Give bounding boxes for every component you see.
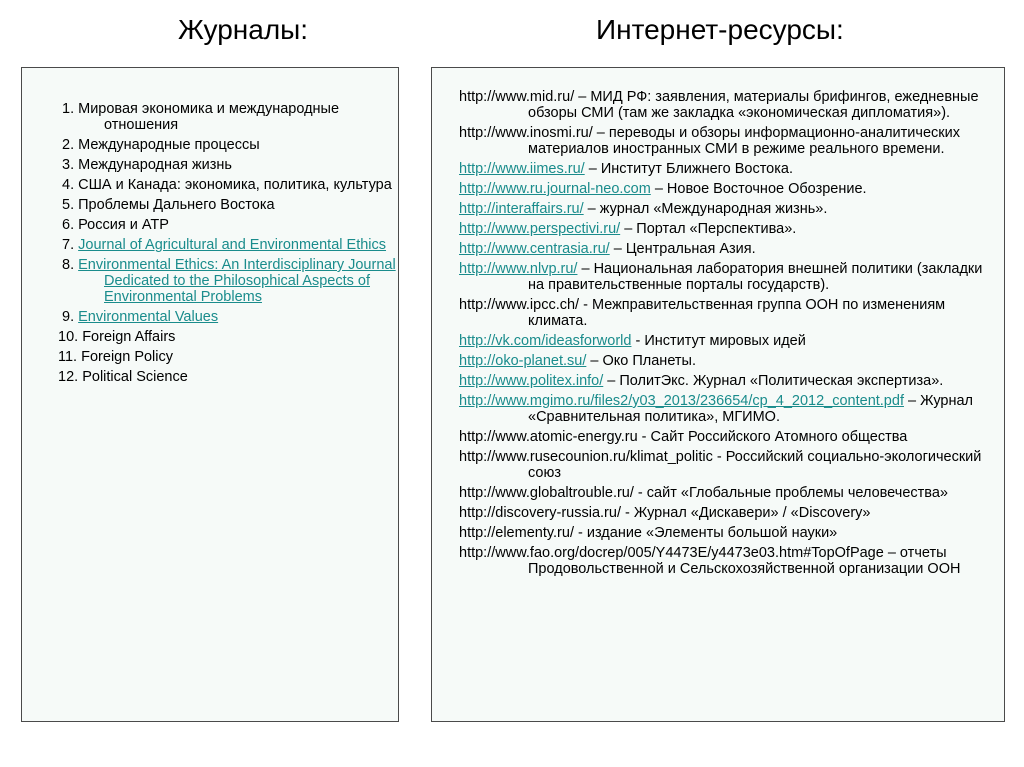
resource-item	[432, 449, 1004, 481]
resource-item	[432, 373, 1004, 389]
journal-number: 7.	[62, 237, 75, 253]
resource-item	[432, 505, 1004, 521]
resource-description: - Межправительственная группа ООН по изменениям климата.	[528, 297, 946, 329]
journal-item	[22, 369, 398, 385]
resource-description: – ПолитЭкс. Журнал «Политическая экспертиза».	[603, 373, 944, 389]
resource-link[interactable]: http://www.iimes.ru/	[459, 161, 585, 177]
resource-description: - Журнал «Дискавери» / «Discovery»	[620, 505, 871, 521]
resource-link[interactable]: http://vk.com/ideasforworld	[459, 333, 632, 349]
resource-item	[432, 393, 1004, 425]
journals-box	[21, 67, 399, 722]
resource-description: – Национальная лаборатория внешней политики (закладки на правительственные порталы государств).	[528, 261, 983, 293]
resource-url: http://www.rusecounion.ru/klimat_politic	[459, 449, 713, 465]
resource-item	[432, 545, 1004, 577]
journal-title: Международная жизнь	[78, 157, 232, 173]
resource-item	[432, 297, 1004, 329]
resource-link[interactable]: http://www.politex.info/	[459, 373, 604, 389]
journal-number: 5.	[62, 197, 75, 213]
journal-title: Международные процессы	[78, 137, 260, 153]
resource-description: – Око Планеты.	[586, 353, 696, 369]
resource-description: – Институт Ближнего Востока.	[584, 161, 793, 177]
journal-item	[22, 217, 398, 233]
resource-link[interactable]: http://interaffairs.ru/	[459, 201, 584, 217]
resource-item	[432, 125, 1004, 157]
journal-item	[22, 157, 398, 173]
journal-item	[22, 101, 398, 133]
resource-description: – переводы и обзоры информационно-аналитических материалов иностранных СМИ в режиме реального времени.	[528, 125, 960, 157]
resource-item	[432, 333, 1004, 349]
journal-link[interactable]: Environmental Values	[78, 309, 219, 325]
resource-item	[432, 261, 1004, 293]
journal-item	[22, 197, 398, 213]
resource-url: http://www.fao.org/docrep/005/Y4473E/y4473e03.htm#TopOfPage	[459, 545, 884, 561]
resource-item	[432, 89, 1004, 121]
journal-number: 6.	[62, 217, 75, 233]
resource-description: – Журнал «Сравнительная политика», МГИМО.	[528, 393, 973, 425]
journal-item	[22, 329, 398, 345]
resource-description: - сайт «Глобальные проблемы человечества»	[633, 485, 948, 501]
resource-item	[432, 221, 1004, 237]
journal-number: 9.	[62, 309, 75, 325]
journal-title: Political Science	[82, 369, 188, 385]
journal-number: 10.	[58, 329, 79, 345]
resource-link[interactable]: http://www.centrasia.ru/	[459, 241, 610, 257]
journal-number: 2.	[62, 137, 75, 153]
journal-item	[22, 349, 398, 365]
journal-title: Foreign Affairs	[82, 329, 176, 345]
resource-description: - Институт мировых идей	[631, 333, 806, 349]
journal-number: 11.	[58, 349, 78, 365]
journal-number: 4.	[62, 177, 75, 193]
journal-title: Проблемы Дальнего Востока	[78, 197, 275, 213]
resource-item	[432, 485, 1004, 501]
journal-link[interactable]: Environmental Ethics: An Interdisciplinary Journal Dedicated to the Philosophical Aspects of Environmental Problems	[78, 257, 396, 305]
journal-item	[22, 137, 398, 153]
resource-item	[432, 525, 1004, 541]
journal-number: 8.	[62, 257, 75, 273]
journals-list	[22, 68, 398, 385]
journal-number: 12.	[58, 369, 79, 385]
resource-url: http://www.atomic-energy.ru	[459, 429, 638, 445]
resources-box	[431, 67, 1005, 722]
resource-url: http://www.ipcc.ch/	[459, 297, 580, 313]
journal-title: Россия и АТР	[78, 217, 169, 233]
resource-url: http://elementy.ru/	[459, 525, 574, 541]
resource-description: – Портал «Перспектива».	[620, 221, 797, 237]
resource-description: – МИД РФ: заявления, материалы брифингов, ежедневные обзоры СМИ (там же закладка «экономическая дипломатия»).	[528, 89, 979, 121]
journal-item	[22, 177, 398, 193]
resource-link[interactable]: http://www.perspectivi.ru/	[459, 221, 621, 237]
resource-url: http://www.globaltrouble.ru/	[459, 485, 634, 501]
resource-link[interactable]: http://oko-planet.su/	[459, 353, 587, 369]
journals-heading: Журналы:	[178, 14, 309, 45]
resource-item	[432, 181, 1004, 197]
journal-item	[22, 257, 398, 305]
resource-item	[432, 161, 1004, 177]
resource-url: http://discovery-russia.ru/	[459, 505, 621, 521]
resource-description: – отчеты Продовольственной и Сельскохозяйственной организации ООН	[528, 545, 961, 577]
resource-item	[432, 353, 1004, 369]
journal-item	[22, 309, 398, 325]
resource-item	[432, 201, 1004, 217]
journal-item	[22, 237, 398, 253]
journal-link[interactable]: Journal of Agricultural and Environmental Ethics	[78, 237, 387, 253]
journal-title: Foreign Policy	[81, 349, 173, 365]
resource-description: - издание «Элементы большой науки»	[573, 525, 838, 541]
resources-list	[432, 68, 1004, 577]
resource-description: – журнал «Международная жизнь».	[583, 201, 828, 217]
internet-resources-heading: Интернет-ресурсы:	[596, 14, 844, 45]
resource-link[interactable]: http://www.nlvp.ru/	[459, 261, 578, 277]
journal-number: 1.	[62, 101, 75, 117]
resource-description: - Сайт Российского Атомного общества	[637, 429, 908, 445]
resource-description: - Российский социально-экологический союз	[528, 449, 982, 481]
resource-item	[432, 429, 1004, 445]
resource-url: http://www.mid.ru/	[459, 89, 575, 105]
journal-title: Мировая экономика и международные отношения	[78, 101, 340, 133]
resource-description: – Центральная Азия.	[609, 241, 756, 257]
journal-title: США и Канада: экономика, политика, культура	[78, 177, 392, 193]
resource-description: – Новое Восточное Обозрение.	[650, 181, 867, 197]
journal-number: 3.	[62, 157, 75, 173]
resource-item	[432, 241, 1004, 257]
resource-link[interactable]: http://www.ru.journal-neo.com	[459, 181, 651, 197]
resource-link[interactable]: http://www.mgimo.ru/files2/y03_2013/236654/cp_4_2012_content.pdf	[459, 393, 904, 409]
resource-url: http://www.inosmi.ru/	[459, 125, 593, 141]
